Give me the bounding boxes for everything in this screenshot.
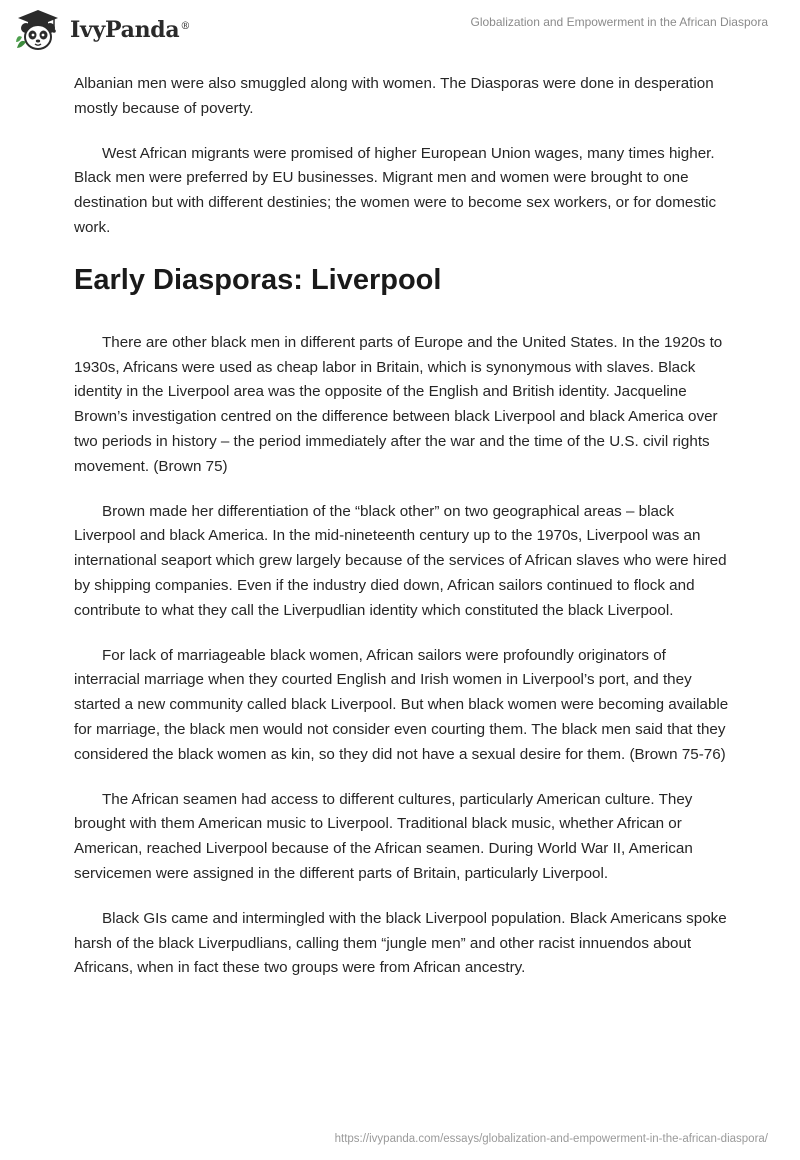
panda-logo-icon <box>14 8 62 52</box>
brand-name: IvyPanda® <box>70 17 191 43</box>
paragraph: West African migrants were promised of higher European Union wages, many times higher. Black men were preferred by EU businesses. Migrant men and women were brought to one destination but with different destinies; the women were to become sex workers, or for domestic work. <box>74 144 717 236</box>
paragraph: The African seamen had access to different cultures, particularly American culture. They brought with them American music to Liverpool. Traditional black music, whether African or American, reached Liverpool because of the African seamen. During World War II, American servicemen were assigned in the different parts of Britain, particularly Liverpool. <box>74 790 693 882</box>
paragraph: Albanian men were also smuggled along with women. The Diasporas were done in desperation mostly because of poverty. <box>74 75 714 117</box>
brand-logo[interactable] <box>14 8 190 52</box>
section-heading: Early Diasporas: Liverpool <box>74 263 442 296</box>
page-header <box>0 0 800 62</box>
essay-content <box>74 72 734 1001</box>
paragraph: Brown made her differentiation of the “black other” on two geographical areas – black Liverpool and black America. In the mid-nineteenth century up to the 1970s, Liverpool was an international seaport which grew largely because of the services of African slaves who were hired by shipping companies. Even if the industry died down, African sailors continued to flock and contribute to what they call the Liverpudlian identity which constituted the black Liverpool. <box>74 502 727 619</box>
document-title: Globalization and Empowerment in the African Diaspora <box>470 15 768 29</box>
paragraph: Black GIs came and intermingled with the black Liverpool population. Black Americans spoke harsh of the black Liverpudlians, calling them “jungle men” and other racist innuendos about Africans, when in fact these two groups were from African ancestry. <box>74 909 727 977</box>
paragraph: There are other black men in different parts of Europe and the United States. In the 1920s to 1930s, Africans were used as cheap labor in Britain, which is synonymous with slaves. Black identity in the Liverpool area was the opposite of the English and British identity. Jacqueline Brown’s investigation centred on the difference between black Liverpool and black America over two periods in history – the period immediately after the war and the time of the U.S. civil rights movement. (Brown 75) <box>74 333 723 475</box>
paragraph: For lack of marriageable black women, African sailors were profoundly originators of interracial marriage when they courted English and Irish women in Liverpool’s port, and they started a new community called black Liverpool. But when black women were becoming available for marriage, the black men would not consider even courting them. The black men said that they considered the black women as kin, so they did not have a sexual desire for them. (Brown 75-76) <box>74 646 729 763</box>
source-url[interactable]: https://ivypanda.com/essays/globalization-and-empowerment-in-the-african-diaspora/ <box>334 1133 768 1145</box>
